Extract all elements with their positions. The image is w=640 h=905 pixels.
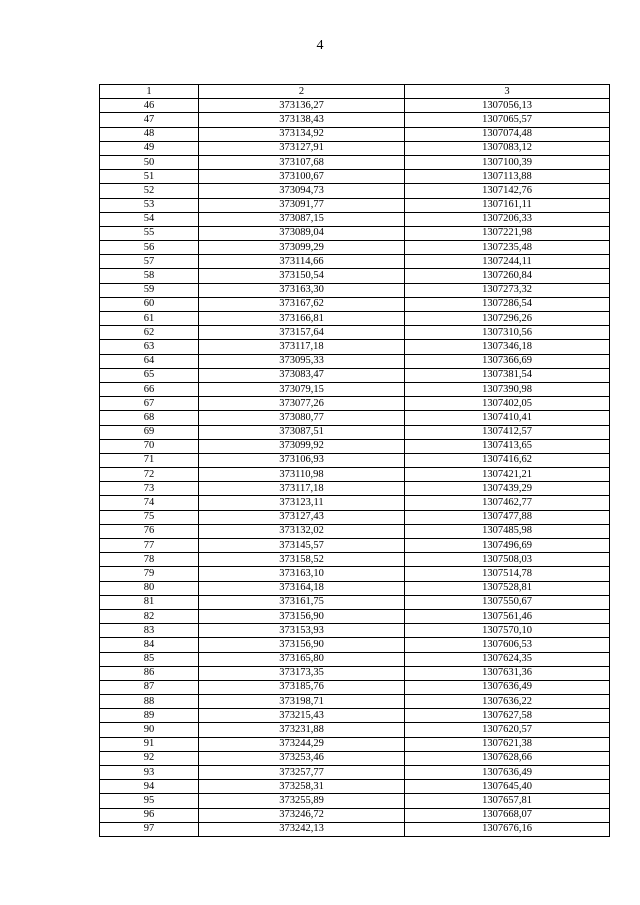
y-coordinate-cell: 1307100,39 [405,155,610,169]
y-coordinate-cell: 1307624,35 [405,652,610,666]
x-coordinate-cell: 373091,77 [199,198,405,212]
x-coordinate-cell: 373099,92 [199,439,405,453]
x-coordinate-cell: 373231,88 [199,723,405,737]
table-row [100,680,610,694]
table-row [100,368,610,382]
table-row [100,141,610,155]
y-coordinate-cell: 1307346,18 [405,340,610,354]
point-number-cell: 77 [100,539,199,553]
x-coordinate-cell: 373165,80 [199,652,405,666]
point-number-cell: 64 [100,354,199,368]
point-number-cell: 78 [100,553,199,567]
table-row [100,822,610,836]
point-number-cell: 60 [100,297,199,311]
table-row [100,709,610,723]
x-coordinate-cell: 373127,43 [199,510,405,524]
y-coordinate-cell: 1307402,05 [405,397,610,411]
x-coordinate-cell: 373083,47 [199,368,405,382]
table-row [100,113,610,127]
table-row [100,340,610,354]
table-row [100,737,610,751]
point-number-cell: 88 [100,695,199,709]
y-coordinate-cell: 1307657,81 [405,794,610,808]
table-body [100,99,610,837]
y-coordinate-cell: 1307561,46 [405,609,610,623]
table-row [100,170,610,184]
table-row [100,326,610,340]
y-coordinate-cell: 1307142,76 [405,184,610,198]
x-coordinate-cell: 373253,46 [199,751,405,765]
y-coordinate-cell: 1307296,26 [405,312,610,326]
y-coordinate-cell: 1307260,84 [405,269,610,283]
x-coordinate-cell: 373150,54 [199,269,405,283]
table-row [100,453,610,467]
x-coordinate-cell: 373185,76 [199,680,405,694]
table-row [100,241,610,255]
table-header-row [100,85,610,99]
point-number-cell: 87 [100,680,199,694]
table-row [100,439,610,453]
x-coordinate-cell: 373161,75 [199,595,405,609]
point-number-cell: 76 [100,524,199,538]
y-coordinate-cell: 1307065,57 [405,113,610,127]
point-number-cell: 49 [100,141,199,155]
table-row [100,482,610,496]
y-coordinate-cell: 1307636,22 [405,695,610,709]
x-coordinate-cell: 373167,62 [199,297,405,311]
x-coordinate-cell: 373215,43 [199,709,405,723]
y-coordinate-cell: 1307310,56 [405,326,610,340]
table-row [100,652,610,666]
point-number-cell: 56 [100,241,199,255]
x-coordinate-cell: 373145,57 [199,539,405,553]
y-coordinate-cell: 1307413,65 [405,439,610,453]
x-coordinate-cell: 373114,66 [199,255,405,269]
point-number-cell: 67 [100,397,199,411]
table-row [100,382,610,396]
y-coordinate-cell: 1307477,88 [405,510,610,524]
point-number-cell: 81 [100,595,199,609]
point-number-cell: 83 [100,624,199,638]
table-row [100,766,610,780]
point-number-cell: 89 [100,709,199,723]
y-coordinate-cell: 1307113,88 [405,170,610,184]
point-number-cell: 57 [100,255,199,269]
table-row [100,226,610,240]
y-coordinate-cell: 1307606,53 [405,638,610,652]
point-number-cell: 51 [100,170,199,184]
point-number-cell: 82 [100,609,199,623]
x-coordinate-cell: 373163,10 [199,567,405,581]
table-row [100,425,610,439]
y-coordinate-cell: 1307161,11 [405,198,610,212]
table-row [100,269,610,283]
table-row [100,283,610,297]
table-row [100,751,610,765]
y-coordinate-cell: 1307621,38 [405,737,610,751]
point-number-cell: 59 [100,283,199,297]
x-coordinate-cell: 373117,18 [199,482,405,496]
x-coordinate-cell: 373106,93 [199,453,405,467]
point-number-cell: 58 [100,269,199,283]
x-coordinate-cell: 373156,90 [199,638,405,652]
x-coordinate-cell: 373158,52 [199,553,405,567]
table-row [100,99,610,113]
y-coordinate-cell: 1307496,69 [405,539,610,553]
y-coordinate-cell: 1307421,21 [405,468,610,482]
y-coordinate-cell: 1307570,10 [405,624,610,638]
table-row [100,468,610,482]
y-coordinate-cell: 1307221,98 [405,226,610,240]
table-row [100,780,610,794]
table-row [100,808,610,822]
x-coordinate-cell: 373246,72 [199,808,405,822]
x-coordinate-cell: 373099,29 [199,241,405,255]
table-row [100,624,610,638]
x-coordinate-cell: 373242,13 [199,822,405,836]
x-coordinate-cell: 373157,64 [199,326,405,340]
y-coordinate-cell: 1307410,41 [405,411,610,425]
point-number-cell: 96 [100,808,199,822]
x-coordinate-cell: 373095,33 [199,354,405,368]
y-coordinate-cell: 1307390,98 [405,382,610,396]
table-row [100,581,610,595]
y-coordinate-cell: 1307508,03 [405,553,610,567]
x-coordinate-cell: 373173,35 [199,666,405,680]
x-coordinate-cell: 373166,81 [199,312,405,326]
point-number-cell: 65 [100,368,199,382]
x-coordinate-cell: 373123,11 [199,496,405,510]
x-coordinate-cell: 373107,68 [199,155,405,169]
point-number-cell: 62 [100,326,199,340]
point-number-cell: 80 [100,581,199,595]
x-coordinate-cell: 373163,30 [199,283,405,297]
x-coordinate-cell: 373198,71 [199,695,405,709]
table-row [100,397,610,411]
x-coordinate-cell: 373077,26 [199,397,405,411]
point-number-cell: 72 [100,468,199,482]
table-row [100,794,610,808]
table-row [100,567,610,581]
y-coordinate-cell: 1307462,77 [405,496,610,510]
point-number-cell: 63 [100,340,199,354]
point-number-cell: 92 [100,751,199,765]
y-coordinate-cell: 1307514,78 [405,567,610,581]
y-coordinate-cell: 1307235,48 [405,241,610,255]
point-number-cell: 94 [100,780,199,794]
column-header-3: 3 [405,85,610,99]
y-coordinate-cell: 1307550,67 [405,595,610,609]
y-coordinate-cell: 1307439,29 [405,482,610,496]
point-number-cell: 73 [100,482,199,496]
coordinates-table [99,84,610,837]
x-coordinate-cell: 373100,67 [199,170,405,184]
x-coordinate-cell: 373117,18 [199,340,405,354]
table-row [100,127,610,141]
x-coordinate-cell: 373087,15 [199,212,405,226]
point-number-cell: 95 [100,794,199,808]
y-coordinate-cell: 1307416,62 [405,453,610,467]
table-row [100,595,610,609]
point-number-cell: 71 [100,453,199,467]
table-row [100,312,610,326]
table-row [100,198,610,212]
y-coordinate-cell: 1307056,13 [405,99,610,113]
point-number-cell: 85 [100,652,199,666]
point-number-cell: 74 [100,496,199,510]
table-row [100,496,610,510]
table-row [100,609,610,623]
table-row [100,666,610,680]
point-number-cell: 97 [100,822,199,836]
x-coordinate-cell: 373258,31 [199,780,405,794]
point-number-cell: 50 [100,155,199,169]
x-coordinate-cell: 373156,90 [199,609,405,623]
table-row [100,354,610,368]
x-coordinate-cell: 373079,15 [199,382,405,396]
table-row [100,524,610,538]
point-number-cell: 90 [100,723,199,737]
y-coordinate-cell: 1307412,57 [405,425,610,439]
point-number-cell: 66 [100,382,199,396]
point-number-cell: 79 [100,567,199,581]
y-coordinate-cell: 1307485,98 [405,524,610,538]
point-number-cell: 93 [100,766,199,780]
point-number-cell: 61 [100,312,199,326]
column-header-2: 2 [199,85,405,99]
y-coordinate-cell: 1307645,40 [405,780,610,794]
point-number-cell: 91 [100,737,199,751]
point-number-cell: 54 [100,212,199,226]
y-coordinate-cell: 1307286,54 [405,297,610,311]
table-row [100,184,610,198]
x-coordinate-cell: 373136,27 [199,99,405,113]
table-row [100,297,610,311]
y-coordinate-cell: 1307528,81 [405,581,610,595]
y-coordinate-cell: 1307273,32 [405,283,610,297]
table-row [100,510,610,524]
y-coordinate-cell: 1307083,12 [405,141,610,155]
point-number-cell: 84 [100,638,199,652]
x-coordinate-cell: 373110,98 [199,468,405,482]
point-number-cell: 69 [100,425,199,439]
y-coordinate-cell: 1307636,49 [405,766,610,780]
table-row [100,638,610,652]
x-coordinate-cell: 373257,77 [199,766,405,780]
y-coordinate-cell: 1307074,48 [405,127,610,141]
point-number-cell: 70 [100,439,199,453]
x-coordinate-cell: 373089,04 [199,226,405,240]
point-number-cell: 53 [100,198,199,212]
x-coordinate-cell: 373134,92 [199,127,405,141]
y-coordinate-cell: 1307620,57 [405,723,610,737]
table-row [100,155,610,169]
table-row [100,539,610,553]
point-number-cell: 75 [100,510,199,524]
x-coordinate-cell: 373080,77 [199,411,405,425]
page-number: 4 [316,38,324,53]
point-number-cell: 47 [100,113,199,127]
x-coordinate-cell: 373127,91 [199,141,405,155]
y-coordinate-cell: 1307627,58 [405,709,610,723]
x-coordinate-cell: 373153,93 [199,624,405,638]
table-row [100,553,610,567]
y-coordinate-cell: 1307381,54 [405,368,610,382]
y-coordinate-cell: 1307676,16 [405,822,610,836]
x-coordinate-cell: 373138,43 [199,113,405,127]
x-coordinate-cell: 373087,51 [199,425,405,439]
table-row [100,212,610,226]
point-number-cell: 55 [100,226,199,240]
x-coordinate-cell: 373164,18 [199,581,405,595]
point-number-cell: 86 [100,666,199,680]
table-row [100,723,610,737]
table-row [100,695,610,709]
point-number-cell: 46 [100,99,199,113]
point-number-cell: 52 [100,184,199,198]
x-coordinate-cell: 373132,02 [199,524,405,538]
column-header-1: 1 [100,85,199,99]
y-coordinate-cell: 1307206,33 [405,212,610,226]
x-coordinate-cell: 373094,73 [199,184,405,198]
y-coordinate-cell: 1307636,49 [405,680,610,694]
x-coordinate-cell: 373244,29 [199,737,405,751]
y-coordinate-cell: 1307366,69 [405,354,610,368]
point-number-cell: 68 [100,411,199,425]
point-number-cell: 48 [100,127,199,141]
x-coordinate-cell: 373255,89 [199,794,405,808]
y-coordinate-cell: 1307631,36 [405,666,610,680]
y-coordinate-cell: 1307668,07 [405,808,610,822]
y-coordinate-cell: 1307628,66 [405,751,610,765]
table-row [100,411,610,425]
y-coordinate-cell: 1307244,11 [405,255,610,269]
table-row [100,255,610,269]
